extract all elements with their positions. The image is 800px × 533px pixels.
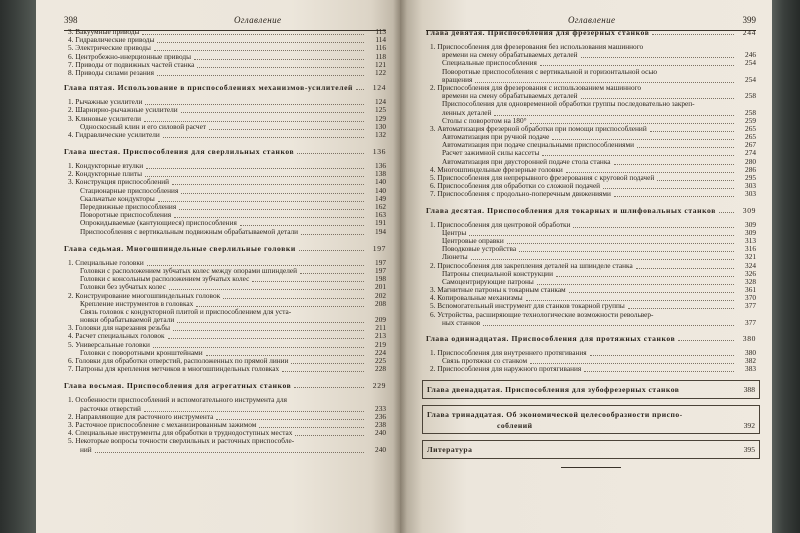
toc-entry-title: Крепление инструментов в головках: [80, 298, 194, 308]
toc-entry-page: 383: [745, 364, 756, 374]
toc-entry-title: Самоцентрирующие патроны: [442, 276, 534, 286]
chapter-page: 244: [742, 28, 756, 37]
toc-entry-page: 377: [745, 301, 756, 311]
toc-entry-title: 1. Особенности приспособлений и вспомогательного инструмента для: [68, 395, 287, 405]
chapter-title: Глава двенадцатая. Приспособления для зубофрезерных станков: [427, 384, 680, 394]
dot-leader: [540, 57, 734, 66]
chapter-title: Глава девятая. Приспособления для фрезерных станков: [426, 28, 650, 37]
dot-leader: [628, 300, 734, 309]
dot-leader: [163, 129, 364, 138]
toc-entry-page: 382: [745, 356, 756, 366]
toc-entry-page: 219: [375, 339, 386, 349]
toc-entry-title: 1. Приспособления для внутреннего протягивания: [430, 348, 587, 357]
toc-entry-page: 121: [375, 59, 386, 69]
toc-entry-page: 377: [745, 317, 756, 327]
toc-entry-title: 5. Универсальные головки: [68, 339, 150, 349]
chapter-heading: [427, 408, 755, 421]
toc-entry-title: 3. Расточное приспособление с механизированным зажимом: [68, 419, 257, 429]
toc-entry-page: 122: [375, 67, 386, 77]
left-page: [36, 0, 400, 533]
toc-entry-title: 4. Расчет специальных головок: [68, 331, 165, 341]
toc-entry-page: 309: [745, 219, 756, 229]
dot-leader: [614, 188, 734, 197]
toc-entry-page: 163: [375, 210, 386, 220]
toc-entry-page: 309: [745, 227, 756, 237]
toc-entry-title: Автоматизация при подаче специальными приспособлениями: [442, 140, 635, 150]
toc-entry-page: 124: [375, 97, 386, 107]
toc-entry-page: 313: [745, 235, 756, 245]
toc-entry-page: 116: [375, 43, 386, 53]
toc-entry-page: 140: [375, 185, 386, 195]
toc-entry-title: 3. Головки для нарезания резьбы: [68, 323, 171, 333]
toc-entry-page: 295: [745, 173, 756, 182]
toc-entry-title: Головки с расположением зубчатых колес между опорами шпинделей: [80, 265, 298, 275]
dot-leader: [581, 90, 734, 99]
toc-entry-title: 4. Гидравлические усилители: [68, 129, 160, 139]
end-rule: [561, 467, 621, 468]
toc-entry-page: 361: [745, 285, 756, 295]
toc-entry-page: 138: [375, 169, 386, 179]
chapter-title: Литература: [427, 444, 473, 454]
toc-entry-title: 3. Клиновые усилители: [68, 113, 141, 123]
right-running-title: Оглавление: [568, 15, 616, 25]
toc-entry-page: 236: [375, 411, 386, 421]
toc-entry-title: 6. Головки для обработки отверстий, расположенных по прямой линии: [68, 356, 289, 365]
toc-entry-title: времени на смену обрабатываемых деталей: [442, 50, 578, 60]
toc-entry-page: 132: [375, 129, 386, 139]
toc-entry-page: 233: [375, 403, 386, 413]
book-cover-left: [0, 0, 36, 533]
toc-entry-page: 324: [745, 260, 756, 270]
toc-entry-page: 303: [745, 189, 756, 199]
toc-entry-title: 1. Рычажные усилители: [68, 97, 143, 107]
dot-leader: [301, 226, 364, 235]
toc-entry-page: 202: [375, 290, 386, 300]
dot-leader: [475, 74, 734, 83]
toc-entry-title: 5. Некоторые вопросы точности сверлильных и расточных приспособле-: [68, 436, 295, 446]
toc-entry-page: 370: [745, 293, 756, 303]
toc-entry-page: 286: [745, 164, 756, 174]
toc-entry-title: Люнеты: [442, 252, 468, 262]
toc-entry-title: Стационарные приспособления: [80, 185, 179, 195]
toc-entry-title: 4. Специальные инструменты для обработки в труднодоступных местах: [68, 428, 293, 438]
toc-entry-title: 1. Приспособления для фрезерования без использования машинного: [430, 42, 644, 51]
toc-entry-title: 2. Приспособления для наружного протягивания: [430, 364, 582, 374]
spacer: [426, 199, 756, 206]
toc-entry-title: Патроны специальной конструкции: [442, 268, 553, 278]
toc-entry-page: 380: [745, 348, 756, 357]
toc-entry-page: 209: [375, 315, 386, 325]
right-page-number: 399: [742, 15, 756, 25]
toc-entry-page: 162: [375, 202, 386, 211]
dot-leader: [282, 363, 364, 372]
toc-entry-page: 114: [375, 35, 386, 45]
toc-entry-page: 191: [375, 218, 386, 228]
toc-entry-page: 198: [375, 274, 386, 284]
toc-entry-page: 328: [745, 276, 756, 286]
chapter-box: [422, 405, 760, 434]
toc-entry-page: 224: [375, 347, 386, 357]
toc-entry-title: 7. Приводы от подвижных частей станка: [68, 59, 195, 69]
toc-entry-title: Головки с консольным расположением зубчатых колес: [80, 274, 250, 284]
toc-entry-page: 265: [745, 123, 756, 133]
chapter-page: 380: [742, 334, 756, 343]
left-running-title: Оглавление: [234, 15, 282, 25]
dot-leader: [356, 81, 364, 90]
toc-entry-title: 5. Электрические приводы: [68, 43, 151, 53]
toc-entry-title: новки обрабатываемой детали: [80, 315, 175, 325]
chapter-heading: [426, 28, 756, 38]
toc-entry: [64, 446, 386, 454]
chapter-box: [422, 440, 760, 459]
chapter-page: 395: [743, 444, 755, 454]
chapter-heading: [64, 83, 386, 93]
toc-entry-title: Скальчатые кондукторы: [80, 193, 155, 203]
dot-leader: [299, 242, 364, 251]
toc-entry-page: 211: [375, 323, 386, 333]
toc-entry-title: расточки отверстий: [80, 403, 141, 413]
toc-entry-page: 246: [745, 50, 756, 60]
toc-entry-title: Односкосный клин и его силовой расчет: [80, 121, 206, 131]
toc-entry-title: Передвижные приспособления: [80, 202, 177, 211]
chapter-heading: [427, 443, 755, 456]
toc-entry-title: Центровые оправки: [442, 235, 504, 245]
chapter-page: 309: [742, 205, 756, 215]
toc-entry-title: 3. Вакуумные приводы: [68, 27, 140, 36]
toc-entry-page: 201: [375, 282, 386, 292]
toc-entry-title: Специальные приспособления: [442, 58, 537, 68]
toc-entry-page: 258: [745, 107, 756, 117]
chapter-heading: [427, 383, 755, 396]
chapter-title: Глава шестая. Приспособления для сверлильных станков: [64, 147, 295, 157]
toc-entry-title: 1. Специальные головки: [68, 257, 144, 267]
chapter-title: Глава пятая. Использование в приспособлениях механизмов-усилителей: [64, 83, 354, 93]
chapter-heading: [426, 334, 756, 344]
toc-entry-title: Головки с поворотными кронштейнами: [80, 347, 203, 357]
toc-entry-title: Связь головок с кондукторной плитой и приспособлением для уста-: [80, 306, 292, 316]
chapter-heading: [426, 206, 756, 216]
toc-entry-title: 8. Приводы силами резания: [68, 67, 155, 77]
toc-entry: [64, 131, 386, 139]
toc-entry-title: 3. Конструкция приспособлений: [68, 177, 170, 187]
right-toc: [426, 28, 756, 468]
left-page-number: 398: [64, 15, 78, 25]
toc-entry: [426, 190, 756, 198]
chapter-title: Глава седьмая. Многошпиндельные сверлильные головки: [64, 243, 296, 253]
dot-leader: [95, 444, 364, 453]
chapter-title: Глава десятая. Приспособления для токарных и шлифовальных станков: [426, 205, 716, 215]
toc-entry-page: 280: [745, 156, 756, 166]
toc-entry-title: 6. Устройства, расширяющие технологические возможности револьвер-: [430, 309, 654, 319]
toc-entry-title: 2. Приспособления для фрезерования с использованием машинного: [430, 82, 642, 92]
toc-entry-title: 7. Патроны для крепления метчиков в многошпиндельных головках: [68, 364, 280, 374]
toc-entry-title: Поводковые устройства: [442, 244, 517, 254]
toc-entry-page: 265: [745, 132, 756, 142]
dot-leader: [196, 298, 364, 307]
toc-entry-page: 240: [375, 428, 386, 438]
dot-leader: [157, 67, 364, 76]
chapter-heading: [64, 381, 386, 391]
toc-entry-page: 267: [745, 140, 756, 150]
toc-entry-title: 2. Шарнирно-рычажные усилители: [68, 105, 178, 115]
toc-entry-page: 136: [375, 161, 386, 171]
chapter-title: Глава тринадцатая. Об экономической целесообразности приспо-: [427, 409, 683, 419]
toc-entry-title: Автоматизация при ручной подаче: [442, 132, 550, 142]
toc-entry-title: 2. Приспособления для закрепления деталей на шпинделе станка: [430, 260, 633, 270]
toc-entry-page: 240: [375, 444, 386, 454]
toc-entry-page: 259: [745, 115, 756, 125]
toc-entry-title: 5. Вспомогательный инструмент для станков токарной группы: [430, 301, 625, 311]
toc-entry-page: 228: [375, 364, 386, 374]
toc-entry: [64, 228, 386, 236]
left-toc: [64, 28, 386, 454]
toc-entry-title: Приспособления с вертикальным подвижным обрабатываемой детали: [80, 226, 299, 236]
toc-entry-page: 197: [375, 257, 386, 267]
chapter-heading-continued: [427, 421, 755, 431]
toc-entry-page: 194: [375, 226, 386, 236]
toc-entry-title: 6. Приспособления для обработки со сложной подачей: [430, 181, 601, 191]
chapter-title-continued: соблений: [497, 420, 533, 430]
toc-entry-page: 254: [745, 58, 756, 68]
chapter-heading: [64, 147, 386, 157]
toc-entry: [426, 319, 756, 327]
chapter-page: 136: [372, 147, 386, 157]
dot-leader: [678, 332, 734, 341]
toc-entry-title: 3. Магнитные патроны к токарным станкам: [430, 285, 566, 295]
toc-entry-title: Автоматизация при двусторонней подаче стола станка: [442, 156, 611, 166]
toc-entry-page: 274: [745, 148, 756, 158]
toc-entry-page: 197: [375, 265, 386, 275]
chapter-page: 388: [743, 384, 755, 394]
dot-leader: [295, 427, 364, 436]
toc-entry-page: 225: [375, 356, 386, 365]
toc-entry-title: 2. Конструирование многошпиндельных головок: [68, 290, 221, 300]
chapter-page: 392: [743, 420, 755, 430]
toc-entry-title: Приспособления для одновременной обработки группы последовательно закреп-: [442, 99, 695, 109]
chapter-box: [422, 380, 760, 399]
toc-entry-title: 2. Направляющие для расточного инструмента: [68, 411, 214, 421]
toc-entry-page: 326: [745, 268, 756, 278]
toc-entry-page: 129: [375, 113, 386, 123]
chapter-page: 124: [372, 83, 386, 93]
chapter-page: 229: [372, 381, 386, 391]
chapter-page: 197: [372, 243, 386, 253]
dot-leader: [483, 317, 734, 326]
toc-entry-title: Центры: [442, 227, 467, 237]
toc-entry-title: ний: [80, 444, 92, 454]
chapter-heading: [64, 244, 386, 254]
toc-entry-page: 316: [745, 244, 756, 254]
toc-entry: [64, 365, 386, 373]
dot-leader: [297, 145, 364, 154]
toc-entry-page: 130: [375, 121, 386, 131]
toc-entry-page: 254: [745, 74, 756, 84]
toc-entry-title: времени на смену обрабатываемых деталей: [442, 91, 578, 101]
toc-entry-title: 2. Кондукторные плиты: [68, 169, 142, 179]
toc-entry-title: Связь протяжки со станком: [442, 356, 528, 366]
book-cover-right: [772, 0, 800, 533]
toc-entry-page: 238: [375, 419, 386, 429]
toc-entry-page: 213: [375, 331, 386, 341]
toc-entry-page: 208: [375, 298, 386, 308]
toc-entry-page: 258: [745, 91, 756, 101]
book-gutter: [393, 0, 407, 533]
dot-leader: [652, 26, 734, 35]
toc-entry-title: Опрокидываемые (кантующиеся) приспособления: [80, 218, 237, 228]
chapter-title: Глава одиннадцатая. Приспособления для протяжных станков: [426, 334, 676, 343]
dot-leader: [719, 204, 734, 213]
toc-entry-title: Поворотные приспособления: [80, 210, 172, 220]
toc-entry-title: Столы с поворотом на 180°: [442, 115, 527, 125]
toc-entry-page: 113: [375, 27, 386, 36]
toc-entry-title: 4. Гидравлические приводы: [68, 35, 155, 45]
right-page: [400, 0, 772, 533]
toc-entry-title: ных станков: [442, 317, 481, 327]
toc-entry: [426, 365, 756, 373]
toc-entry-page: 118: [375, 51, 386, 61]
dot-leader: [584, 363, 734, 372]
toc-entry-page: 140: [375, 177, 386, 187]
toc-entry-title: 6. Центробежно-инерционные приводы: [68, 51, 192, 61]
dot-leader: [294, 379, 364, 388]
toc-entry-page: 321: [745, 252, 756, 262]
toc-entry-title: 1. Кондукторные втулки: [68, 161, 144, 171]
toc-entry-title: 5. Приспособления для непрерывного фрезерования с круговой подачей: [430, 173, 655, 182]
toc-entry: [64, 69, 386, 77]
toc-entry-title: 7. Приспособления с продольно-поперечным движениями: [430, 189, 611, 199]
toc-entry-page: 125: [375, 105, 386, 115]
toc-entry-title: 1. Приспособления для центровой обработки: [430, 219, 571, 229]
toc-entry-title: 3. Автоматизация фрезерной обработки при помощи приспособлений: [430, 123, 647, 133]
toc-entry-title: Расчет зажимной силы кассеты: [442, 148, 540, 158]
toc-entry-title: вращения: [442, 74, 473, 84]
toc-entry-title: Головки без зубчатых колес: [80, 282, 166, 292]
toc-entry-title: Поворотные приспособления с вертикальной и горизонтальной осью: [442, 66, 658, 76]
toc-entry-page: 149: [375, 193, 386, 203]
toc-entry-title: 4. Многошпиндельные фрезерные головки: [430, 164, 563, 174]
toc-entry-title: 4. Копировальные механизмы: [430, 293, 523, 303]
toc-entry-title: ленных деталей: [442, 107, 492, 117]
chapter-title: Глава восьмая. Приспособления для агрегатных станков: [64, 381, 292, 391]
toc-entry-page: 303: [745, 181, 756, 191]
